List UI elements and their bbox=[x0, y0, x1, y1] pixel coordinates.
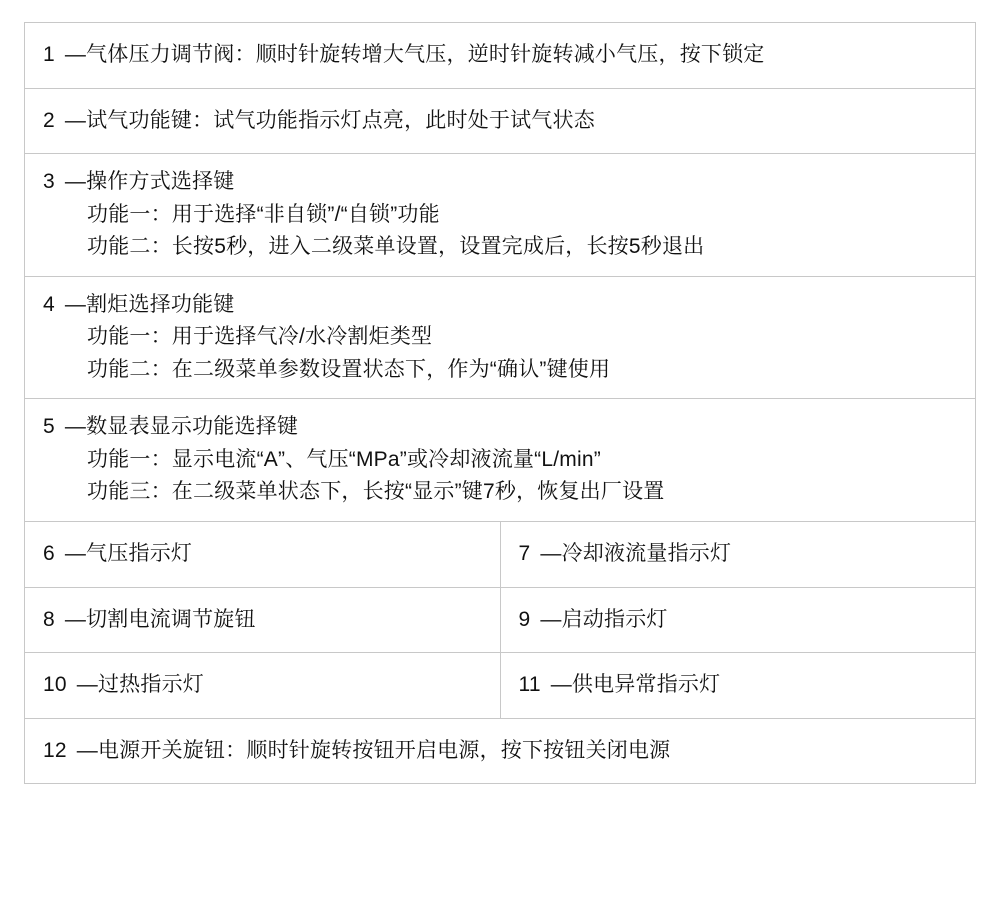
legend-entry-5 bbox=[25, 399, 975, 521]
legend-cell-4 bbox=[25, 276, 976, 399]
legend-cell-5 bbox=[25, 399, 976, 522]
legend-line bbox=[43, 735, 965, 768]
legend-entry-3 bbox=[25, 154, 975, 276]
legend-line bbox=[43, 538, 490, 571]
legend-entry-8 bbox=[25, 588, 500, 653]
legend-cell-10 bbox=[25, 653, 501, 719]
legend-line bbox=[43, 604, 490, 637]
legend-line bbox=[43, 105, 965, 138]
legend-entry-1 bbox=[25, 23, 975, 88]
legend-line bbox=[43, 669, 490, 702]
item-text: —试气功能键：试气功能指示灯点亮，此时处于试气状态 bbox=[64, 108, 595, 132]
item-text: —气体压力调节阀：顺时针旋转增大气压，逆时针旋转减小气压，按下锁定 bbox=[64, 43, 765, 66]
item-number: 5 bbox=[43, 415, 55, 439]
table-row bbox=[25, 522, 976, 588]
item-number: 2 bbox=[43, 108, 55, 132]
legend-cell-2 bbox=[25, 88, 976, 154]
legend-cell-7 bbox=[500, 522, 976, 588]
legend-line bbox=[43, 411, 965, 444]
table-row bbox=[25, 399, 976, 522]
legend-line bbox=[519, 669, 966, 702]
legend-cell-1 bbox=[25, 23, 976, 89]
legend-cell-3 bbox=[25, 154, 976, 277]
legend-entry-7 bbox=[501, 522, 976, 587]
legend-cell-9 bbox=[500, 587, 976, 653]
legend-cell-11 bbox=[500, 653, 976, 719]
legend-line bbox=[519, 538, 966, 571]
legend-entry-6 bbox=[25, 522, 500, 587]
legend-subline: 功能一：显示电流“A”、气压“MPa”或冷却液流量“L/min” bbox=[87, 447, 601, 471]
item-number: 3 bbox=[43, 170, 55, 194]
item-number: 9 bbox=[518, 607, 531, 631]
item-text: —数显表显示功能选择键 bbox=[64, 415, 299, 439]
legend-line bbox=[43, 289, 965, 322]
item-number: 12 bbox=[43, 738, 67, 762]
legend-cell-12 bbox=[25, 718, 976, 784]
legend-entry-10 bbox=[25, 653, 500, 718]
item-number: 10 bbox=[43, 673, 67, 697]
item-number: 4 bbox=[43, 292, 55, 316]
item-text: —启动指示灯 bbox=[540, 607, 668, 631]
item-text: —气压指示灯 bbox=[64, 542, 193, 566]
legend-entry-4 bbox=[25, 277, 975, 399]
item-text: —操作方式选择键 bbox=[64, 170, 235, 194]
table-row bbox=[25, 276, 976, 399]
item-text: —供电异常指示灯 bbox=[550, 673, 721, 697]
item-text: —切割电流调节旋钮 bbox=[64, 607, 256, 631]
legend-table-body bbox=[25, 23, 976, 784]
legend-line bbox=[43, 39, 965, 72]
table-row bbox=[25, 718, 976, 784]
item-number: 8 bbox=[43, 607, 55, 631]
legend-subline: 功能二：在二级菜单参数设置状态下，作为“确认”键使用 bbox=[87, 357, 611, 381]
legend-entry-12 bbox=[25, 719, 975, 784]
legend-line bbox=[519, 604, 966, 637]
legend-cell-6 bbox=[25, 522, 501, 588]
table-row bbox=[25, 88, 976, 154]
legend-subline: 功能一：用于选择“非自锁”/“自锁”功能 bbox=[87, 202, 440, 226]
item-text: —电源开关旋钮：顺时针旋转按钮开启电源，按下按钮关闭电源 bbox=[76, 738, 671, 762]
legend-subline: 功能一：用于选择气冷/水冷割炬类型 bbox=[87, 325, 433, 349]
table-row bbox=[25, 23, 976, 89]
legend-entry-2 bbox=[25, 89, 975, 154]
table-row bbox=[25, 653, 976, 719]
table-row bbox=[25, 154, 976, 277]
legend-entry-9 bbox=[501, 588, 976, 653]
table-row bbox=[25, 587, 976, 653]
legend-table bbox=[24, 22, 976, 784]
legend-subline: 功能二：长按5秒，进入二级菜单设置，设置完成后，长按5秒退出 bbox=[87, 235, 705, 259]
item-number: 11 bbox=[518, 673, 541, 697]
item-number: 7 bbox=[518, 542, 531, 566]
legend-cell-8 bbox=[25, 587, 501, 653]
item-text: —过热指示灯 bbox=[76, 673, 204, 697]
item-text: —割炬选择功能键 bbox=[64, 292, 235, 316]
item-number: 6 bbox=[43, 542, 55, 566]
legend-entry-11 bbox=[501, 653, 976, 718]
legend-subline: 功能三：在二级菜单状态下，长按“显示”键7秒，恢复出厂设置 bbox=[87, 480, 665, 504]
item-text: —冷却液流量指示灯 bbox=[540, 542, 732, 566]
item-number: 1 bbox=[43, 43, 55, 66]
legend-line bbox=[43, 166, 965, 199]
